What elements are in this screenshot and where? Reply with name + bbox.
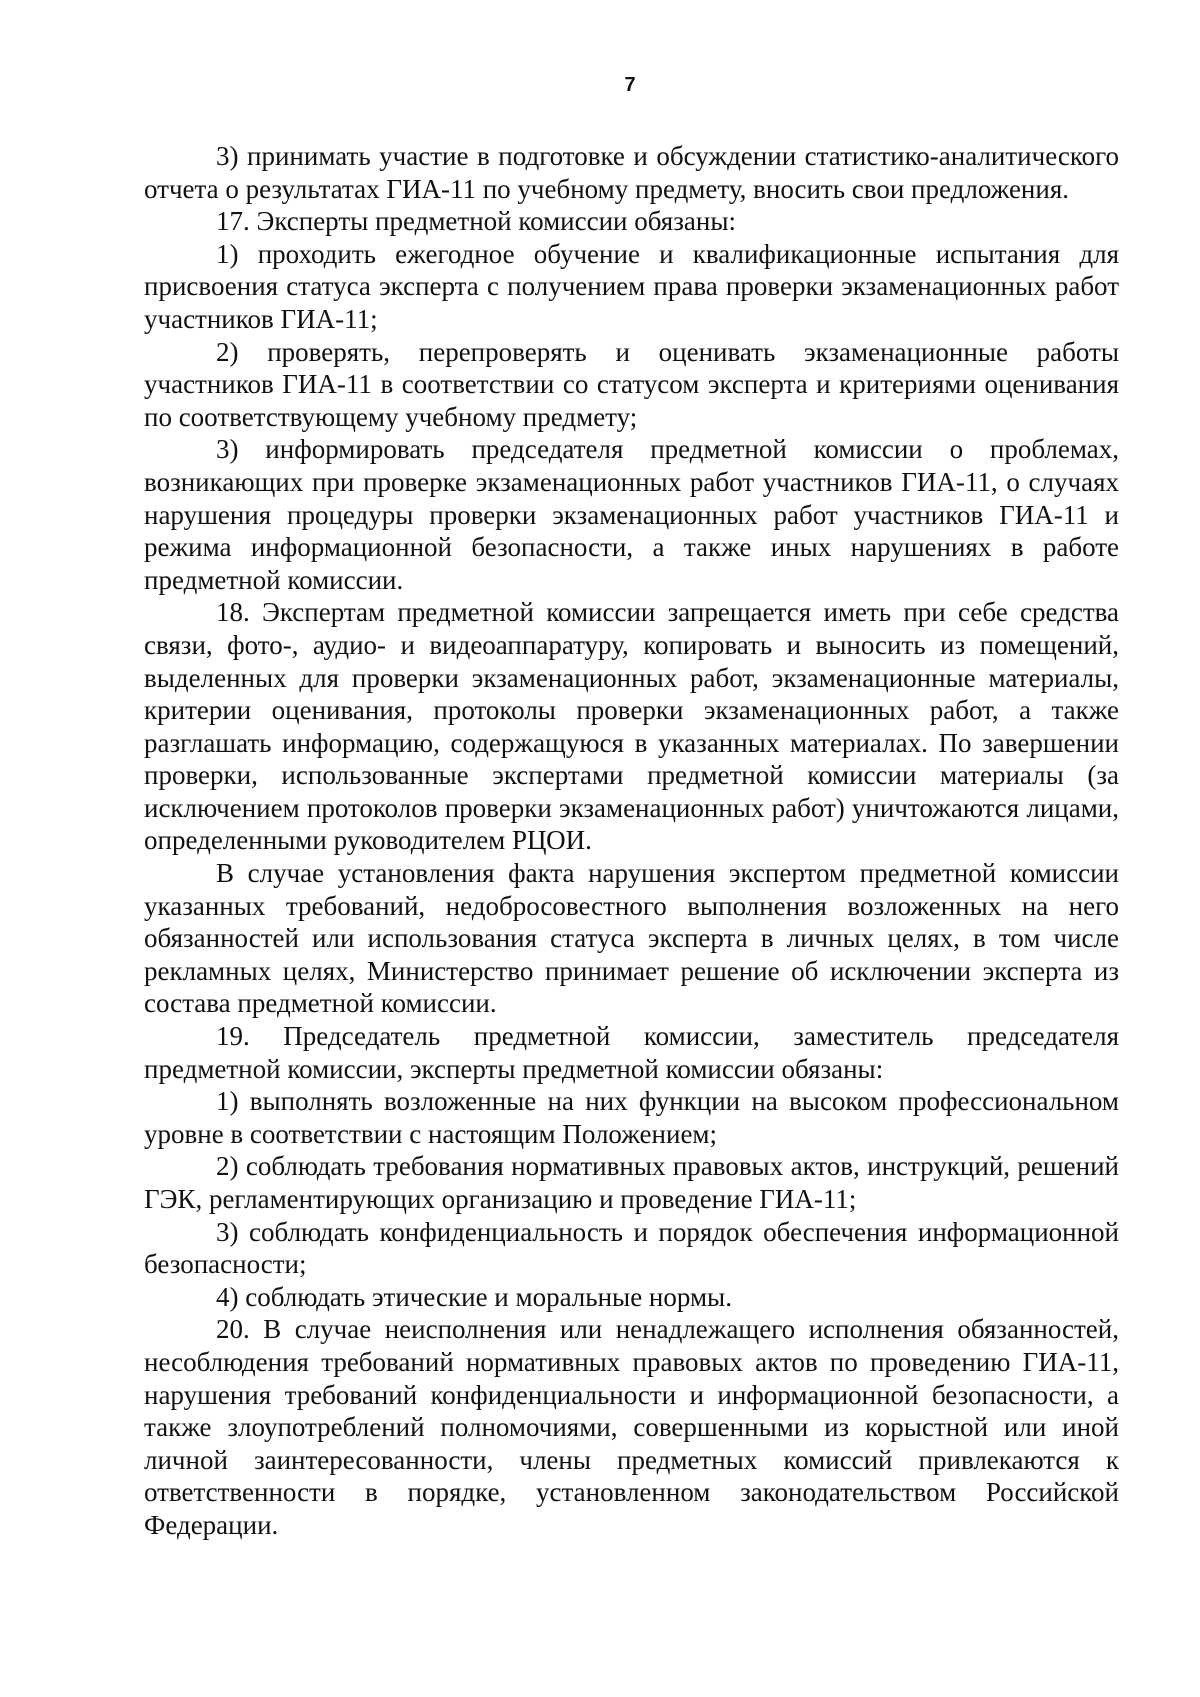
paragraph-17-heading: 17. Эксперты предметной комиссии обязаны:	[216, 206, 736, 237]
paragraph-20: 20. В случае неисполнения или ненадлежащего исполнения обязанностей, несоблюдения требований нормативных правовых актов по проведению ГИА-11, нарушения требований конфиденциальности и информационной безопасности, а также злоупотреблений полномочиями, совершенными из корыстной или иной личной заинтересованности, члены предметных комиссий привлекаются к ответственности в порядке, установленном законодательством Российской Федерации.	[144, 1314, 1119, 1540]
paragraph-17-3: 3) информировать председателя предметной комиссии о проблемах, возникающих при проверке экзаменационных работ участников ГИА-11, о случаях нарушения процедуры проверки экзаменационных работ участников ГИА-11 и режима информационной безопасности, а также иных нарушениях в работе предметной комиссии.	[144, 434, 1119, 595]
page-number: 7	[624, 74, 636, 96]
paragraph-16-3: 3) принимать участие в подготовке и обсуждении статистико-аналитического отчета о результатах ГИА-11 по учебному предмету, вносить свои предложения.	[144, 141, 1119, 204]
paragraph-18: 18. Экспертам предметной комиссии запрещается иметь при себе средства связи, фото-, аудио- и видеоаппаратуру, копировать и выносить из помещений, выделенных для проверки экзаменационных работ, экзаменационные материалы, критерии оценивания, протоколы проверки экзаменационных работ, а также разглашать информацию, содержащуюся в указанных материалах. По завершении проверки, использованные экспертами предметной комиссии материалы (за исключением протоколов проверки экзаменационных работ) уничтожаются лицами, определенными руководителем РЦОИ.	[144, 597, 1119, 856]
paragraph-19-heading: 19. Председатель предметной комиссии, заместитель председателя предметной комиссии, эксперты предметной комиссии обязаны:	[144, 1021, 1119, 1084]
paragraph-19-1: 1) выполнять возложенные на них функции на высоком профессиональном уровне в соответствии с настоящим Положением;	[144, 1086, 1119, 1149]
paragraph-17-1: 1) проходить ежегодное обучение и квалификационные испытания для присвоения статуса эксперта с получением права проверки экзаменационных работ участников ГИА-11;	[144, 238, 1119, 334]
document-body	[144, 140, 1119, 1542]
paragraph-17-2: 2) проверять, перепроверять и оценивать экзаменационные работы участников ГИА-11 в соответствии со статусом эксперта и критериями оценивания по соответствующему учебному предмету;	[144, 336, 1119, 432]
paragraph-19-4: 4) соблюдать этические и моральные нормы.	[216, 1281, 732, 1312]
paragraph-19-3: 3) соблюдать конфиденциальность и порядок обеспечения информационной безопасности;	[144, 1216, 1119, 1280]
paragraph-19-2: 2) соблюдать требования нормативных правовых актов, инструкций, решений ГЭК, регламентирующих организацию и проведение ГИА-11;	[144, 1151, 1119, 1214]
paragraph-18-violation: В случае установления факта нарушения экспертом предметной комиссии указанных требований, недобросовестного выполнения возложенных на него обязанностей или использования статуса эксперта в личных целях, в том числе рекламных целях, Министерство принимает решение об исключении эксперта из состава предметной комиссии.	[144, 858, 1119, 1019]
